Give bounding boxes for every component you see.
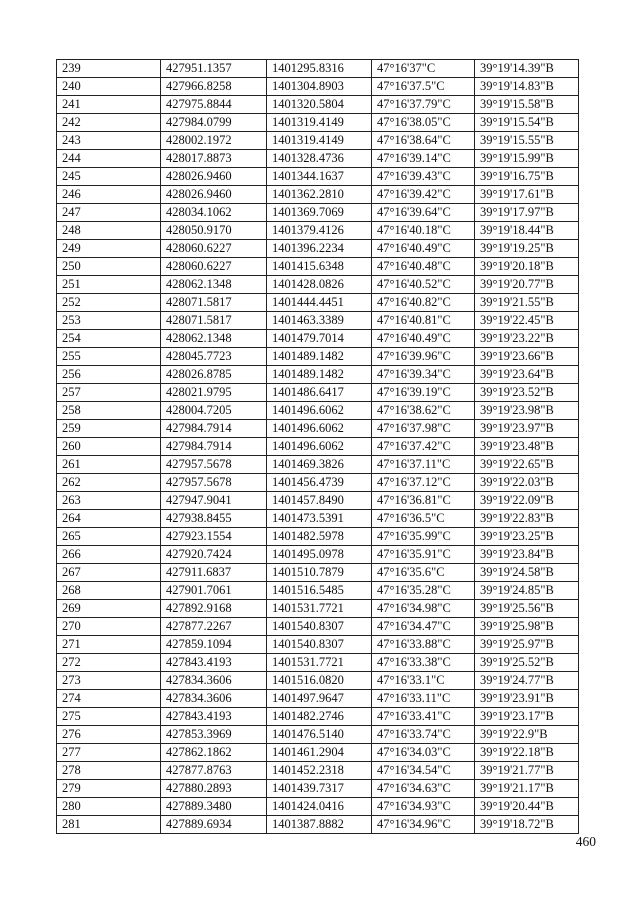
point-number-cell: 265: [57, 528, 161, 546]
longitude-cell: 39°19'21.17"В: [475, 780, 579, 798]
longitude-cell: 39°19'14.39"В: [475, 60, 579, 78]
point-number-cell: 269: [57, 600, 161, 618]
y-coordinate-cell: 1401469.3826: [267, 456, 372, 474]
x-coordinate-cell: 427923.1554: [161, 528, 267, 546]
point-number-cell: 270: [57, 618, 161, 636]
x-coordinate-cell: 428071.5817: [161, 294, 267, 312]
longitude-cell: 39°19'21.55"В: [475, 294, 579, 312]
x-coordinate-cell: 428004.7205: [161, 402, 267, 420]
y-coordinate-cell: 1401496.6062: [267, 420, 372, 438]
y-coordinate-cell: 1401540.8307: [267, 618, 372, 636]
latitude-cell: 47°16'35.91"С: [372, 546, 475, 564]
x-coordinate-cell: 428017.8873: [161, 150, 267, 168]
point-number-cell: 261: [57, 456, 161, 474]
x-coordinate-cell: 427843.4193: [161, 708, 267, 726]
y-coordinate-cell: 1401495.0978: [267, 546, 372, 564]
latitude-cell: 47°16'34.47"С: [372, 618, 475, 636]
latitude-cell: 47°16'37.12"С: [372, 474, 475, 492]
table-row: [57, 528, 579, 546]
point-number-cell: 276: [57, 726, 161, 744]
point-number-cell: 253: [57, 312, 161, 330]
table-row: [57, 564, 579, 582]
latitude-cell: 47°16'35.6"С: [372, 564, 475, 582]
latitude-cell: 47°16'39.43"С: [372, 168, 475, 186]
y-coordinate-cell: 1401516.0820: [267, 672, 372, 690]
y-coordinate-cell: 1401457.8490: [267, 492, 372, 510]
y-coordinate-cell: 1401295.8316: [267, 60, 372, 78]
table-row: [57, 60, 579, 78]
latitude-cell: 47°16'34.63"С: [372, 780, 475, 798]
table-row: [57, 330, 579, 348]
table-row: [57, 708, 579, 726]
y-coordinate-cell: 1401486.6417: [267, 384, 372, 402]
longitude-cell: 39°19'21.77"В: [475, 762, 579, 780]
y-coordinate-cell: 1401496.6062: [267, 402, 372, 420]
y-coordinate-cell: 1401516.5485: [267, 582, 372, 600]
table-row: [57, 780, 579, 798]
point-number-cell: 264: [57, 510, 161, 528]
point-number-cell: 260: [57, 438, 161, 456]
latitude-cell: 47°16'38.62"С: [372, 402, 475, 420]
latitude-cell: 47°16'35.99"С: [372, 528, 475, 546]
longitude-cell: 39°19'22.03"В: [475, 474, 579, 492]
point-number-cell: 255: [57, 348, 161, 366]
x-coordinate-cell: 427966.8258: [161, 78, 267, 96]
longitude-cell: 39°19'25.97"В: [475, 636, 579, 654]
x-coordinate-cell: 427984.7914: [161, 420, 267, 438]
y-coordinate-cell: 1401444.4451: [267, 294, 372, 312]
y-coordinate-cell: 1401497.9647: [267, 690, 372, 708]
point-number-cell: 239: [57, 60, 161, 78]
latitude-cell: 47°16'40.52"С: [372, 276, 475, 294]
table-row: [57, 438, 579, 456]
x-coordinate-cell: 427834.3606: [161, 690, 267, 708]
point-number-cell: 241: [57, 96, 161, 114]
table-row: [57, 510, 579, 528]
point-number-cell: 272: [57, 654, 161, 672]
x-coordinate-cell: 427889.6934: [161, 816, 267, 834]
table-row: [57, 384, 579, 402]
table-row: [57, 348, 579, 366]
x-coordinate-cell: 428071.5817: [161, 312, 267, 330]
longitude-cell: 39°19'22.83"В: [475, 510, 579, 528]
x-coordinate-cell: 427892.9168: [161, 600, 267, 618]
table-row: [57, 96, 579, 114]
latitude-cell: 47°16'40.49"С: [372, 240, 475, 258]
latitude-cell: 47°16'37.11"С: [372, 456, 475, 474]
table-row: [57, 726, 579, 744]
latitude-cell: 47°16'39.96"С: [372, 348, 475, 366]
latitude-cell: 47°16'36.5"С: [372, 510, 475, 528]
longitude-cell: 39°19'20.18"В: [475, 258, 579, 276]
point-number-cell: 267: [57, 564, 161, 582]
point-number-cell: 254: [57, 330, 161, 348]
table-row: [57, 600, 579, 618]
latitude-cell: 47°16'40.82"С: [372, 294, 475, 312]
longitude-cell: 39°19'25.52"В: [475, 654, 579, 672]
y-coordinate-cell: 1401489.1482: [267, 348, 372, 366]
y-coordinate-cell: 1401344.1637: [267, 168, 372, 186]
table-row: [57, 78, 579, 96]
longitude-cell: 39°19'22.18"В: [475, 744, 579, 762]
longitude-cell: 39°19'23.48"В: [475, 438, 579, 456]
table-row: [57, 654, 579, 672]
longitude-cell: 39°19'16.75"В: [475, 168, 579, 186]
latitude-cell: 47°16'37.98"С: [372, 420, 475, 438]
latitude-cell: 47°16'40.48"С: [372, 258, 475, 276]
table-row: [57, 582, 579, 600]
point-number-cell: 275: [57, 708, 161, 726]
table-row: [57, 690, 579, 708]
y-coordinate-cell: 1401304.8903: [267, 78, 372, 96]
y-coordinate-cell: 1401452.2318: [267, 762, 372, 780]
table-row: [57, 204, 579, 222]
latitude-cell: 47°16'40.81"С: [372, 312, 475, 330]
latitude-cell: 47°16'39.64"С: [372, 204, 475, 222]
point-number-cell: 240: [57, 78, 161, 96]
y-coordinate-cell: 1401319.4149: [267, 132, 372, 150]
y-coordinate-cell: 1401320.5804: [267, 96, 372, 114]
latitude-cell: 47°16'40.18"С: [372, 222, 475, 240]
y-coordinate-cell: 1401510.7879: [267, 564, 372, 582]
table-row: [57, 798, 579, 816]
latitude-cell: 47°16'38.64"С: [372, 132, 475, 150]
point-number-cell: 259: [57, 420, 161, 438]
table-row: [57, 456, 579, 474]
point-number-cell: 277: [57, 744, 161, 762]
table-row: [57, 474, 579, 492]
page-number: 460: [575, 834, 596, 849]
point-number-cell: 248: [57, 222, 161, 240]
latitude-cell: 47°16'33.88"С: [372, 636, 475, 654]
point-number-cell: 251: [57, 276, 161, 294]
latitude-cell: 47°16'38.05"С: [372, 114, 475, 132]
table-row: [57, 744, 579, 762]
table-row: [57, 366, 579, 384]
x-coordinate-cell: 427957.5678: [161, 474, 267, 492]
table-row: [57, 258, 579, 276]
point-number-cell: 243: [57, 132, 161, 150]
longitude-cell: 39°19'23.17"В: [475, 708, 579, 726]
longitude-cell: 39°19'24.85"В: [475, 582, 579, 600]
y-coordinate-cell: 1401424.0416: [267, 798, 372, 816]
table-row: [57, 312, 579, 330]
point-number-cell: 257: [57, 384, 161, 402]
x-coordinate-cell: 428034.1062: [161, 204, 267, 222]
latitude-cell: 47°16'33.41"С: [372, 708, 475, 726]
x-coordinate-cell: 427889.3480: [161, 798, 267, 816]
latitude-cell: 47°16'33.11"С: [372, 690, 475, 708]
x-coordinate-cell: 427920.7424: [161, 546, 267, 564]
longitude-cell: 39°19'19.25"В: [475, 240, 579, 258]
x-coordinate-cell: 427901.7061: [161, 582, 267, 600]
x-coordinate-cell: 427880.2893: [161, 780, 267, 798]
x-coordinate-cell: 427853.3969: [161, 726, 267, 744]
table-row: [57, 222, 579, 240]
x-coordinate-cell: 427877.8763: [161, 762, 267, 780]
x-coordinate-cell: 428050.9170: [161, 222, 267, 240]
table-row: [57, 816, 579, 834]
y-coordinate-cell: 1401428.0826: [267, 276, 372, 294]
latitude-cell: 47°16'39.14"С: [372, 150, 475, 168]
point-number-cell: 262: [57, 474, 161, 492]
latitude-cell: 47°16'33.1"С: [372, 672, 475, 690]
x-coordinate-cell: 427947.9041: [161, 492, 267, 510]
longitude-cell: 39°19'23.25"В: [475, 528, 579, 546]
longitude-cell: 39°19'15.54"В: [475, 114, 579, 132]
table-row: [57, 636, 579, 654]
latitude-cell: 47°16'36.81"С: [372, 492, 475, 510]
y-coordinate-cell: 1401482.5978: [267, 528, 372, 546]
x-coordinate-cell: 428026.8785: [161, 366, 267, 384]
longitude-cell: 39°19'17.97"В: [475, 204, 579, 222]
y-coordinate-cell: 1401489.1482: [267, 366, 372, 384]
point-number-cell: 281: [57, 816, 161, 834]
latitude-cell: 47°16'34.98"С: [372, 600, 475, 618]
longitude-cell: 39°19'23.84"В: [475, 546, 579, 564]
longitude-cell: 39°19'23.64"В: [475, 366, 579, 384]
longitude-cell: 39°19'24.58"В: [475, 564, 579, 582]
table-row: [57, 402, 579, 420]
longitude-cell: 39°19'22.9"В: [475, 726, 579, 744]
table-row: [57, 276, 579, 294]
x-coordinate-cell: 427859.1094: [161, 636, 267, 654]
x-coordinate-cell: 427951.1357: [161, 60, 267, 78]
y-coordinate-cell: 1401476.5140: [267, 726, 372, 744]
x-coordinate-cell: 427938.8455: [161, 510, 267, 528]
x-coordinate-cell: 427911.6837: [161, 564, 267, 582]
table-row: [57, 294, 579, 312]
table-row: [57, 762, 579, 780]
y-coordinate-cell: 1401369.7069: [267, 204, 372, 222]
y-coordinate-cell: 1401496.6062: [267, 438, 372, 456]
y-coordinate-cell: 1401379.4126: [267, 222, 372, 240]
latitude-cell: 47°16'34.03"С: [372, 744, 475, 762]
latitude-cell: 47°16'37.5"С: [372, 78, 475, 96]
table-row: [57, 672, 579, 690]
x-coordinate-cell: 428021.9795: [161, 384, 267, 402]
point-number-cell: 245: [57, 168, 161, 186]
point-number-cell: 242: [57, 114, 161, 132]
table-row: [57, 114, 579, 132]
point-number-cell: 246: [57, 186, 161, 204]
x-coordinate-cell: 428062.1348: [161, 330, 267, 348]
point-number-cell: 273: [57, 672, 161, 690]
y-coordinate-cell: 1401463.3389: [267, 312, 372, 330]
x-coordinate-cell: 428060.6227: [161, 258, 267, 276]
table-row: [57, 420, 579, 438]
longitude-cell: 39°19'22.09"В: [475, 492, 579, 510]
table-row: [57, 240, 579, 258]
x-coordinate-cell: 427984.7914: [161, 438, 267, 456]
point-number-cell: 258: [57, 402, 161, 420]
point-number-cell: 266: [57, 546, 161, 564]
latitude-cell: 47°16'39.19"С: [372, 384, 475, 402]
latitude-cell: 47°16'39.34"С: [372, 366, 475, 384]
latitude-cell: 47°16'39.42"С: [372, 186, 475, 204]
y-coordinate-cell: 1401362.2810: [267, 186, 372, 204]
point-number-cell: 278: [57, 762, 161, 780]
y-coordinate-cell: 1401540.8307: [267, 636, 372, 654]
y-coordinate-cell: 1401531.7721: [267, 654, 372, 672]
y-coordinate-cell: 1401328.4736: [267, 150, 372, 168]
latitude-cell: 47°16'34.54"С: [372, 762, 475, 780]
table-row: [57, 168, 579, 186]
longitude-cell: 39°19'23.22"В: [475, 330, 579, 348]
point-number-cell: 250: [57, 258, 161, 276]
y-coordinate-cell: 1401482.2746: [267, 708, 372, 726]
y-coordinate-cell: 1401473.5391: [267, 510, 372, 528]
longitude-cell: 39°19'15.99"В: [475, 150, 579, 168]
latitude-cell: 47°16'37.42"С: [372, 438, 475, 456]
latitude-cell: 47°16'40.49"С: [372, 330, 475, 348]
point-number-cell: 279: [57, 780, 161, 798]
point-number-cell: 249: [57, 240, 161, 258]
x-coordinate-cell: 427862.1862: [161, 744, 267, 762]
longitude-cell: 39°19'23.97"В: [475, 420, 579, 438]
latitude-cell: 47°16'34.93"С: [372, 798, 475, 816]
longitude-cell: 39°19'25.56"В: [475, 600, 579, 618]
x-coordinate-cell: 427975.8844: [161, 96, 267, 114]
longitude-cell: 39°19'18.44"В: [475, 222, 579, 240]
point-number-cell: 247: [57, 204, 161, 222]
longitude-cell: 39°19'25.98"В: [475, 618, 579, 636]
coordinates-table-body: [57, 60, 579, 834]
longitude-cell: 39°19'20.77"В: [475, 276, 579, 294]
latitude-cell: 47°16'33.38"С: [372, 654, 475, 672]
x-coordinate-cell: 428026.9460: [161, 168, 267, 186]
table-row: [57, 150, 579, 168]
x-coordinate-cell: 428045.7723: [161, 348, 267, 366]
longitude-cell: 39°19'23.52"В: [475, 384, 579, 402]
point-number-cell: 256: [57, 366, 161, 384]
latitude-cell: 47°16'34.96"С: [372, 816, 475, 834]
latitude-cell: 47°16'33.74"С: [372, 726, 475, 744]
table-row: [57, 618, 579, 636]
longitude-cell: 39°19'22.65"В: [475, 456, 579, 474]
longitude-cell: 39°19'24.77"В: [475, 672, 579, 690]
point-number-cell: 280: [57, 798, 161, 816]
y-coordinate-cell: 1401387.8882: [267, 816, 372, 834]
y-coordinate-cell: 1401531.7721: [267, 600, 372, 618]
latitude-cell: 47°16'37"С: [372, 60, 475, 78]
point-number-cell: 244: [57, 150, 161, 168]
point-number-cell: 271: [57, 636, 161, 654]
table-row: [57, 132, 579, 150]
x-coordinate-cell: 428002.1972: [161, 132, 267, 150]
y-coordinate-cell: 1401319.4149: [267, 114, 372, 132]
coordinates-table: [56, 59, 579, 834]
y-coordinate-cell: 1401415.6348: [267, 258, 372, 276]
y-coordinate-cell: 1401439.7317: [267, 780, 372, 798]
table-row: [57, 546, 579, 564]
longitude-cell: 39°19'14.83"В: [475, 78, 579, 96]
latitude-cell: 47°16'35.28"С: [372, 582, 475, 600]
longitude-cell: 39°19'22.45"В: [475, 312, 579, 330]
longitude-cell: 39°19'17.61"В: [475, 186, 579, 204]
point-number-cell: 274: [57, 690, 161, 708]
table-row: [57, 186, 579, 204]
longitude-cell: 39°19'23.98"В: [475, 402, 579, 420]
x-coordinate-cell: 428062.1348: [161, 276, 267, 294]
x-coordinate-cell: 428026.9460: [161, 186, 267, 204]
longitude-cell: 39°19'23.91"В: [475, 690, 579, 708]
longitude-cell: 39°19'15.58"В: [475, 96, 579, 114]
point-number-cell: 252: [57, 294, 161, 312]
y-coordinate-cell: 1401456.4739: [267, 474, 372, 492]
point-number-cell: 268: [57, 582, 161, 600]
x-coordinate-cell: 427877.2267: [161, 618, 267, 636]
longitude-cell: 39°19'18.72"В: [475, 816, 579, 834]
x-coordinate-cell: 428060.6227: [161, 240, 267, 258]
y-coordinate-cell: 1401479.7014: [267, 330, 372, 348]
table-row: [57, 492, 579, 510]
longitude-cell: 39°19'23.66"В: [475, 348, 579, 366]
longitude-cell: 39°19'15.55"В: [475, 132, 579, 150]
x-coordinate-cell: 427834.3606: [161, 672, 267, 690]
latitude-cell: 47°16'37.79"С: [372, 96, 475, 114]
y-coordinate-cell: 1401396.2234: [267, 240, 372, 258]
point-number-cell: 263: [57, 492, 161, 510]
x-coordinate-cell: 427843.4193: [161, 654, 267, 672]
longitude-cell: 39°19'20.44"В: [475, 798, 579, 816]
x-coordinate-cell: 427984.0799: [161, 114, 267, 132]
x-coordinate-cell: 427957.5678: [161, 456, 267, 474]
y-coordinate-cell: 1401461.2904: [267, 744, 372, 762]
